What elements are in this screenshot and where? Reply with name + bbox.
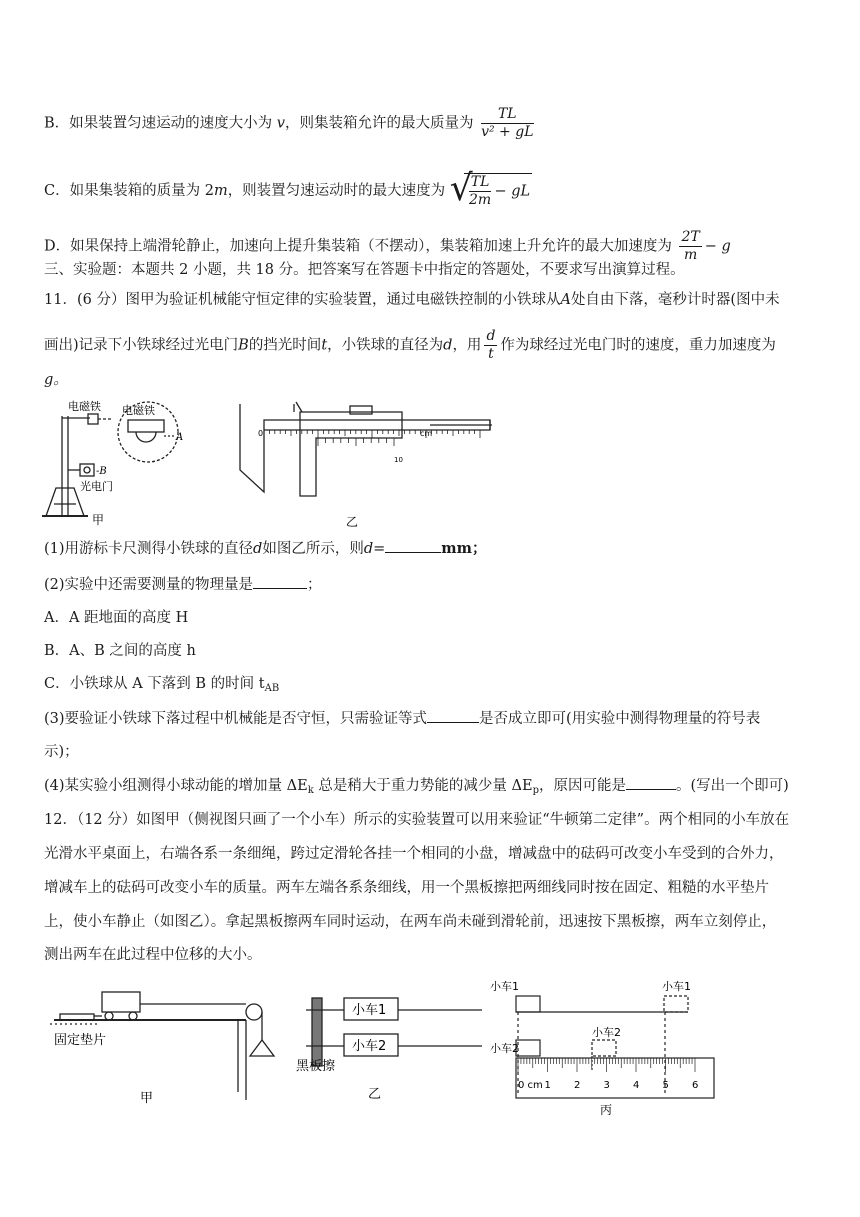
ruler-label: 0 cm [518, 1080, 543, 1091]
label-photogate: 光电门 [80, 480, 113, 493]
ruler-label: 4 [633, 1080, 640, 1091]
label-fixed-pad: 固定垫片 [54, 1033, 107, 1048]
pulley [246, 1004, 262, 1020]
ruler-ticks [518, 1058, 695, 1072]
weight-pan [250, 1040, 274, 1056]
ruler-labels [518, 1080, 698, 1091]
option-c-text: C．如果集装箱的质量为 2 [44, 183, 214, 199]
answer-blank-4[interactable] [626, 775, 676, 790]
option-d [44, 229, 731, 264]
label-car2: 小车2 [352, 1039, 387, 1054]
car2-end [592, 1040, 616, 1056]
option-c [44, 168, 532, 209]
fraction-denominator: 2m [469, 192, 492, 208]
var-v: v [276, 115, 285, 132]
caption-jia: 甲 [92, 513, 105, 527]
q11-line1: 11．(6 分）图甲为验证机械能守恒定律的实验装置，通过电磁铁控制的小铁球从A处自由下落，毫秒计时器(图中未 [44, 292, 780, 308]
caption-yi: 乙 [346, 515, 359, 529]
caliper-cm: cm [420, 429, 433, 438]
label-eraser: 黑板擦 [296, 1059, 336, 1074]
figure-caliper-yi [230, 400, 500, 530]
section-3-heading: 三、实验题：本题共 2 小题，共 18 分。把答案写在答题卡中指定的答题处，不要求写出演算过程。 [44, 262, 685, 278]
q12-line1: 12．（12 分）如图甲（侧视图只画了一个小车）所示的实验装置可以用来验证“牛顿第二定律”。两个相同的小车放在 [44, 812, 790, 828]
q11-sub3-cont: 示)； [44, 744, 79, 760]
label-car2-mid: 小车2 [592, 1026, 621, 1039]
eraser [312, 998, 322, 1066]
q11-option-c: C．小铁球从 A 下落到 B 的时间 $t_{AB}$ [44, 676, 280, 694]
fraction-denominator: m [683, 247, 698, 263]
figure-ruler-bing [488, 976, 720, 1116]
option-d-tail: − g [704, 238, 731, 255]
caption-yi-2: 乙 [368, 1087, 382, 1102]
q12-line5: 测出两车在此过程中位移的大小。 [44, 947, 262, 963]
label-car1: 小车1 [352, 1003, 387, 1018]
q11-sub3: (3)要验证小铁球下落过程中机械能是否守恒，只需验证等式 是否成立即可(用实验中测得物理量的符号表 [44, 708, 760, 729]
car1-end [664, 996, 688, 1012]
label-car2-left: 小车2 [490, 1042, 519, 1055]
main-scale-ticks [264, 430, 480, 446]
figure-cart-jia [50, 980, 280, 1110]
ruler-label: 6 [692, 1080, 699, 1091]
q11-option-a: A．A 距地面的高度 H [44, 610, 189, 626]
q12-line2: 光滑水平桌面上，右端各系一条细绳，跨过定滑轮各挂一个相同的小盘，增减盘中的砝码可改变小车受到的合外力， [44, 846, 784, 862]
sqrt-expression: √ $\frac{TL}{2m}$ − gL [449, 168, 531, 209]
vernier-slide [300, 412, 402, 496]
ruler-label: 2 [574, 1080, 581, 1091]
var-m: m [213, 183, 228, 199]
fraction-numerator: TL [470, 174, 490, 190]
q11-sub4: (4)某实验小组测得小球动能的增加量 $\Delta E_k$ 总是稍大于重力势能的减少量 $\Delta E_p$，原因可能是 。(写出一个即可) [44, 775, 789, 801]
label-electromagnet: 电磁铁 [68, 400, 101, 413]
answer-blank-3[interactable] [427, 708, 479, 723]
option-c-mid: ，则装置匀速运动时的最大速度为 [227, 183, 446, 199]
main-scale-body [240, 404, 490, 492]
q11-sub2: (2)实验中还需要测量的物理量是 ； [44, 574, 322, 595]
lock-screw [350, 406, 372, 414]
fraction-d [679, 229, 701, 264]
q11-sub1: (1)用游标卡尺测得小铁球的直径d如图乙所示，则d= mm； [44, 540, 487, 557]
fraction-numerator: 2T [681, 229, 700, 245]
q11-line2: 画出)记录下小铁球经过光电门B的挡光时间t，小铁球的直径为d，用 $\frac{d}{t}$ 作为球经过光电门时的速度，重力加速度为 [44, 328, 776, 362]
vernier-ten: 10 [394, 456, 403, 464]
fraction-numerator: TL [481, 106, 533, 124]
fraction-d-over-t: $\frac{d}{t}$ [486, 328, 496, 362]
q12-line3: 增减车上的砝码可改变小车的质量。两车左端各系条细线，用一个黑板擦把两细线同时按在固定、粗糙的水平垫片 [44, 880, 769, 896]
option-d-text: D．如果保持上端滑轮静止，加速向上提升集装箱（不摆动），集装箱加速上升允许的最大加速度为 [44, 238, 672, 255]
q11-line3: g。 [44, 372, 68, 388]
q12-line4: 上，使小车静止（如图乙）。拿起黑板擦两车同时运动，在两车尚未碰到滑轮前，迅速按下黑板擦，两车立刻停止， [44, 914, 777, 930]
ruler-label: 3 [603, 1080, 610, 1091]
label-car1-end: 小车1 [662, 980, 691, 993]
label-gate-b: -B [96, 466, 107, 477]
stand-base [46, 488, 84, 516]
car1-start [516, 996, 540, 1012]
sqrt-tail: − gL [494, 183, 531, 200]
label-car1-top: 小车1 [490, 980, 519, 993]
cart [102, 992, 140, 1012]
caption-jia-2: 甲 [140, 1091, 154, 1106]
option-b [44, 106, 537, 141]
car2-start [516, 1040, 540, 1056]
label-electromagnet-zoom: 电磁铁 [122, 404, 155, 417]
fraction-b [481, 106, 533, 141]
answer-blank-2[interactable] [253, 574, 307, 589]
fraction-denominator: v² + gL [481, 124, 534, 140]
figure-apparatus-jia [40, 398, 240, 528]
ruler-label: 1 [544, 1080, 551, 1091]
electromagnet-block [88, 414, 98, 424]
caption-bing: 丙 [600, 1103, 613, 1116]
caliper-zero: 0 [258, 429, 264, 438]
ruler-label: 5 [662, 1080, 669, 1091]
figure-carts-yi [292, 990, 482, 1102]
ball-zoom [136, 432, 156, 442]
option-b-text: B．如果装置匀速运动的速度大小为 [44, 115, 273, 132]
option-b-mid: ，则集装箱允许的最大质量为 [284, 115, 474, 132]
label-point-a: A [176, 432, 184, 443]
photogate-box [80, 464, 94, 476]
answer-blank-1[interactable] [385, 538, 441, 553]
q11-option-b: B．A、B 之间的高度 h [44, 643, 196, 659]
